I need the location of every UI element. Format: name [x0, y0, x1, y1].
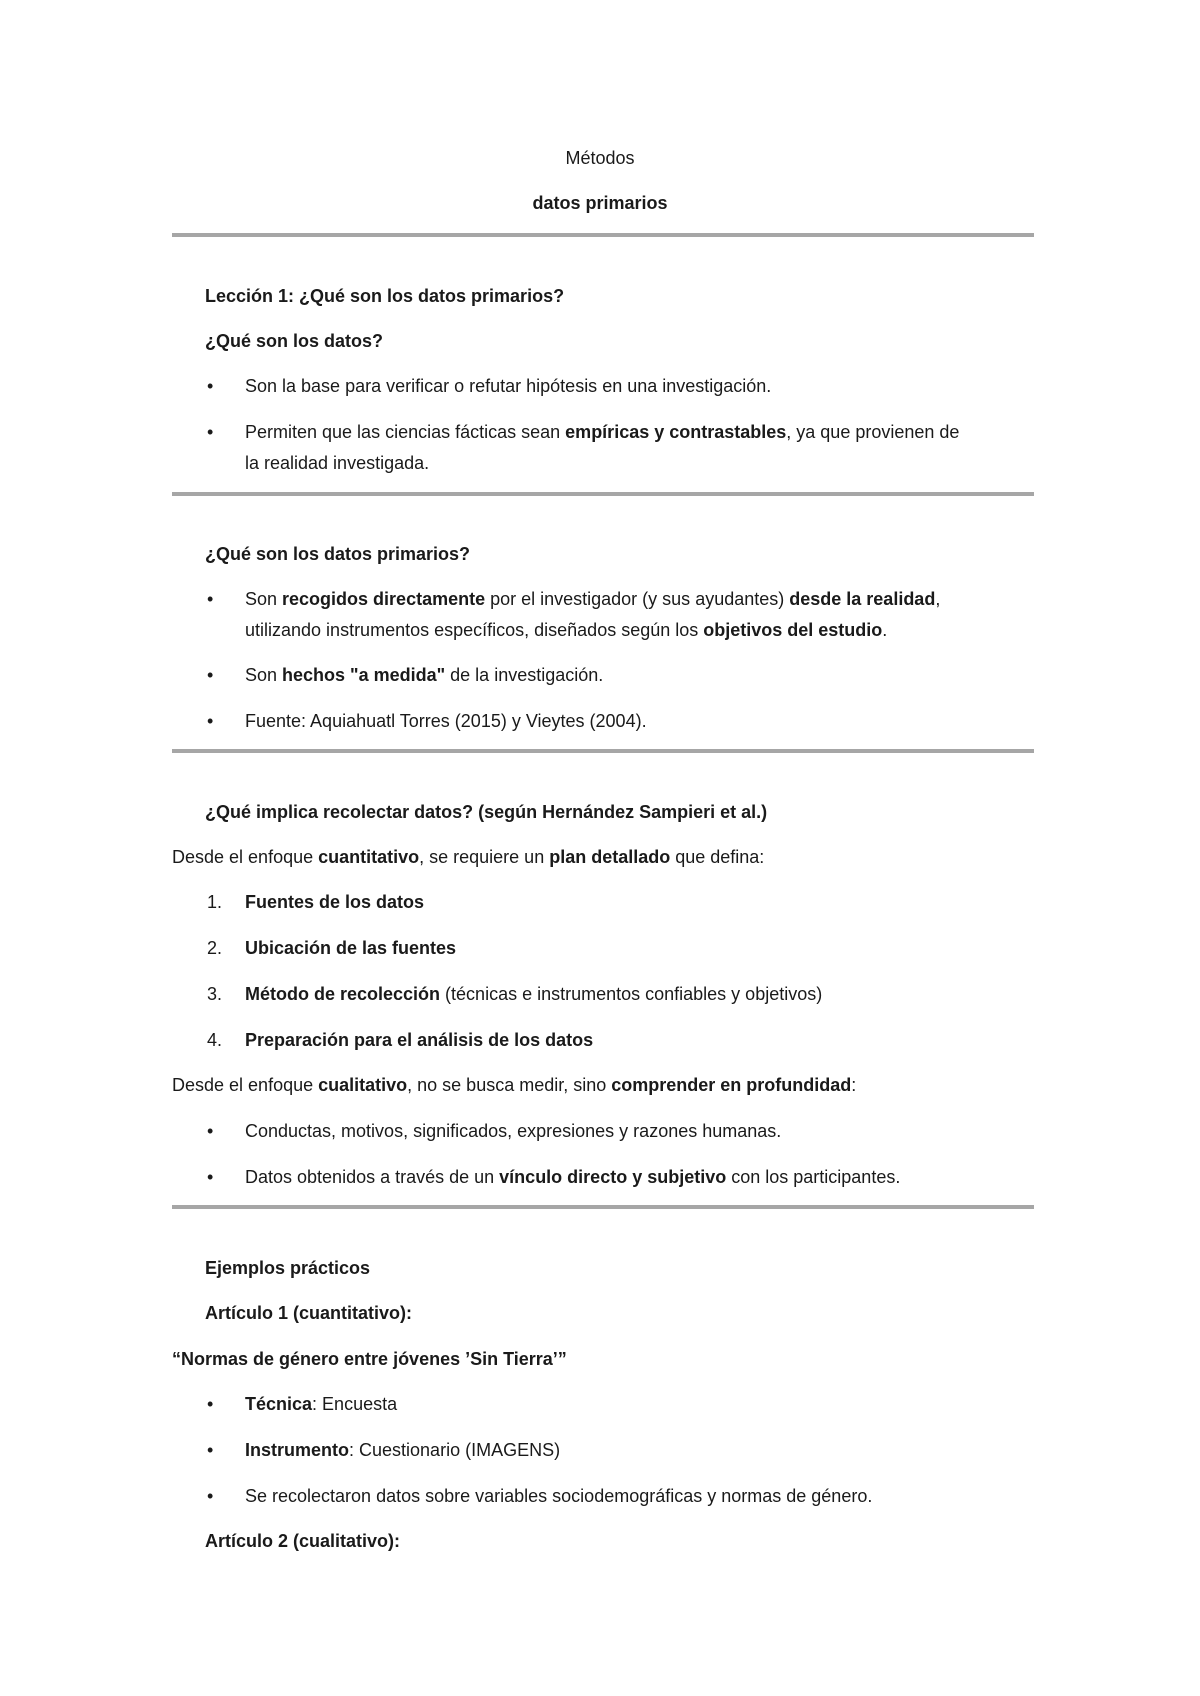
list-item: [245, 1393, 397, 1415]
section-heading: Ejemplos prácticos: [205, 1258, 371, 1278]
bullet-icon: •: [207, 665, 214, 685]
list-item: Fuente: Aquiahuatl Torres (2015) y Vieytes (2004).: [245, 711, 647, 731]
divider: [172, 1205, 1034, 1209]
bold-text: Fuentes de los datos: [245, 892, 425, 912]
paragraph: [172, 1074, 856, 1096]
bold-text: Método de recolección: [245, 984, 441, 1004]
list-number: 2.: [207, 938, 223, 958]
text: ,: [935, 589, 941, 609]
text: :: [851, 1075, 857, 1095]
bullet-icon: •: [207, 1440, 214, 1460]
bold-text: comprender en profundidad: [611, 1075, 852, 1095]
divider: [172, 233, 1034, 237]
bold-text: cualitativo: [318, 1075, 408, 1095]
text: Desde el enfoque: [172, 1075, 319, 1095]
bold-text: Instrumento: [245, 1440, 350, 1460]
text: .: [882, 620, 888, 640]
list-item: [245, 664, 603, 686]
bullet-icon: •: [207, 1121, 214, 1141]
lesson-heading: Lección 1: ¿Qué son los datos primarios?: [205, 286, 565, 306]
bold-text: empíricas y contrastables: [565, 422, 787, 442]
divider: [172, 749, 1034, 753]
bullet-icon: •: [207, 422, 214, 442]
bold-text: plan detallado: [549, 847, 671, 867]
list-item: [245, 421, 959, 443]
text: : Encuesta: [312, 1394, 398, 1414]
numbered-item: [245, 937, 456, 959]
bullet-icon: •: [207, 376, 214, 396]
text: utilizando instrumentos específicos, diseñados según los: [245, 620, 704, 640]
list-item-continuation: [245, 619, 887, 641]
bullet-icon: •: [207, 589, 214, 609]
text: Desde el enfoque: [172, 847, 319, 867]
bold-text: Técnica: [245, 1394, 313, 1414]
article-title: “Normas de género entre jóvenes ’Sin Tierra’”: [172, 1349, 567, 1369]
text: : Cuestionario (IMAGENS): [349, 1440, 561, 1460]
paragraph: [172, 846, 764, 868]
list-item: [245, 1166, 900, 1188]
list-item: [245, 1439, 560, 1461]
section-heading: ¿Qué implica recolectar datos? (según Hernández Sampieri et al.): [205, 802, 768, 822]
bold-text: cuantitativo: [318, 847, 420, 867]
bold-text: vínculo directo y subjetivo: [499, 1167, 727, 1187]
list-item: Conductas, motivos, significados, expresiones y razones humanas.: [245, 1121, 782, 1141]
numbered-item: [245, 983, 822, 1005]
text: Permiten que las ciencias fácticas sean: [245, 422, 566, 442]
bold-text: hechos "a medida": [282, 665, 446, 685]
text: , se requiere un: [419, 847, 550, 867]
numbered-item: [245, 1029, 593, 1051]
section-subheading: ¿Qué son los datos?: [205, 331, 384, 351]
bold-text: recogidos directamente: [282, 589, 486, 609]
list-item: Se recolectaron datos sobre variables sociodemográficas y normas de género.: [245, 1486, 873, 1506]
doc-subtitle: datos primarios: [532, 193, 668, 213]
numbered-item: [245, 891, 424, 913]
bold-text: Ubicación de las fuentes: [245, 938, 457, 958]
text: Son: [245, 589, 283, 609]
text: Son: [245, 665, 283, 685]
list-item: Son la base para verificar o refutar hipótesis en una investigación.: [245, 376, 772, 396]
text: con los participantes.: [726, 1167, 901, 1187]
text: de la investigación.: [445, 665, 604, 685]
bullet-icon: •: [207, 1394, 214, 1414]
bullet-icon: •: [207, 711, 214, 731]
text: , ya que provienen de: [786, 422, 960, 442]
text: Datos obtenidos a través de un: [245, 1167, 500, 1187]
doc-title: Métodos: [565, 148, 635, 168]
article-heading: Artículo 1 (cuantitativo):: [205, 1303, 413, 1323]
bold-text: Preparación para el análisis de los datos: [245, 1030, 594, 1050]
list-number: 1.: [207, 892, 223, 912]
bold-text: objetivos del estudio: [703, 620, 883, 640]
divider: [172, 492, 1034, 496]
text: por el investigador (y sus ayudantes): [485, 589, 790, 609]
list-number: 3.: [207, 984, 223, 1004]
list-item: [245, 588, 940, 610]
list-number: 4.: [207, 1030, 223, 1050]
bullet-icon: •: [207, 1167, 214, 1187]
bold-text: desde la realidad: [789, 589, 936, 609]
article-heading: Artículo 2 (cualitativo):: [205, 1531, 401, 1551]
section-heading: ¿Qué son los datos primarios?: [205, 544, 471, 564]
text: , no se busca medir, sino: [407, 1075, 612, 1095]
text: (técnicas e instrumentos confiables y objetivos): [440, 984, 823, 1004]
text: que defina:: [670, 847, 765, 867]
bullet-icon: •: [207, 1486, 214, 1506]
list-item-continuation: la realidad investigada.: [245, 453, 430, 473]
